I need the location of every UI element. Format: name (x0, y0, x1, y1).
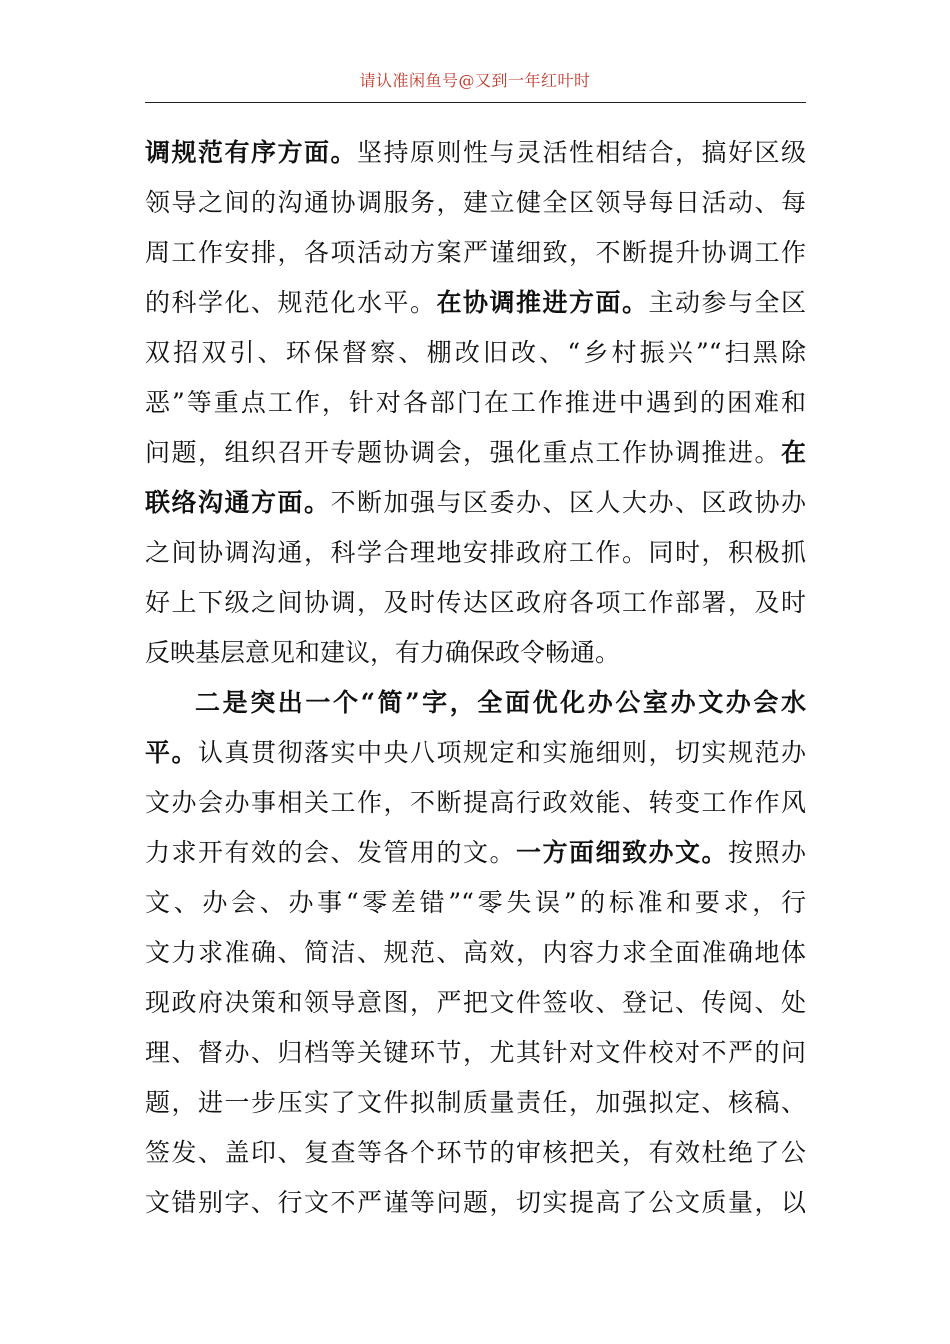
line-text: 按照办 (727, 838, 806, 867)
line-text: 理、督办、归档等关键环节，尤其针对文件校对不严的问 (145, 1038, 806, 1067)
bold-heading: 调规范有序方面。 (145, 138, 357, 167)
line-text: 恶”等重点工作，针对各部门在工作推进中遇到的困难和 (145, 388, 806, 417)
bold-heading: 平。 (145, 738, 198, 767)
text-line (145, 128, 806, 178)
text-line (145, 428, 806, 478)
bold-heading: 二是突出一个“简”字，全面优化办公室办文办会水 (195, 688, 806, 717)
text-line (145, 1078, 806, 1128)
text-line (145, 878, 806, 928)
line-text: 题，进一步压实了文件拟制质量责任，加强拟定、核稿、 (145, 1088, 806, 1117)
line-text: 签发、盖印、复查等各个环节的审核把关，有效杜绝了公 (145, 1138, 806, 1167)
line-text: 周工作安排，各项活动方案严谨细致，不断提升协调工作 (145, 238, 806, 267)
line-text: 的科学化、规范化水平。 (145, 288, 437, 317)
line-text: 主动参与全区 (648, 288, 806, 317)
line-text: 文错别字、行文不严谨等问题，切实提高了公文质量，以 (145, 1188, 806, 1217)
line-text: 好上下级之间协调，及时传达区政府各项工作部署，及时 (145, 588, 806, 617)
text-line (145, 678, 806, 728)
text-line (145, 828, 806, 878)
text-line (145, 178, 806, 228)
line-text: 文办会办事相关工作，不断提高行政效能、转变工作作风 (145, 788, 806, 817)
line-text: 领导之间的沟通协调服务，建立健全区领导每日活动、每 (145, 188, 806, 217)
text-line (145, 728, 806, 778)
line-text: 力求开有效的会、发管用的文。 (145, 838, 516, 867)
line-text: 文、办会、办事“零差错”“零失误”的标准和要求，行 (145, 888, 806, 917)
text-line (145, 628, 806, 678)
line-text: 现政府决策和领导意图，严把文件签收、登记、传阅、处 (145, 988, 806, 1017)
text-line (145, 928, 806, 978)
line-text: 认真贯彻落实中央八项规定和实施细则，切实规范办 (198, 738, 806, 767)
line-text: 文力求准确、简洁、规范、高效，内容力求全面准确地体 (145, 938, 806, 967)
page-header: 请认准闲鱼号@又到一年红叶时 (359, 71, 591, 90)
text-line (145, 228, 806, 278)
line-text: 坚持原则性与灵活性相结合，搞好区级 (357, 138, 806, 167)
line-text: 不断加强与区委办、区人大办、区政协办 (330, 488, 806, 517)
line-text: 问题，组织召开专题协调会，强化重点工作协调推进。 (145, 438, 781, 467)
line-text: 反映基层意见和建议，有力确保政令畅通。 (145, 638, 621, 667)
text-line (145, 978, 806, 1028)
text-line (145, 778, 806, 828)
line-text: 双招双引、环保督察、棚改旧改、“乡村振兴”“扫黑除 (145, 338, 806, 367)
bold-heading: 一方面细致办文。 (515, 838, 728, 867)
document-body (145, 128, 806, 1228)
text-line (145, 528, 806, 578)
text-line (145, 478, 806, 528)
text-line (145, 328, 806, 378)
text-line (145, 1028, 806, 1078)
text-line (145, 1128, 806, 1178)
bold-heading: 联络沟通方面。 (145, 488, 331, 517)
text-line (145, 1178, 806, 1228)
header-divider (145, 102, 806, 103)
text-line (145, 278, 806, 328)
text-line (145, 578, 806, 628)
bold-heading: 在协调推进方面。 (436, 288, 649, 317)
line-text: 之间协调沟通，科学合理地安排政府工作。同时，积极抓 (145, 538, 806, 567)
text-line (145, 378, 806, 428)
bold-heading: 在 (780, 438, 806, 467)
